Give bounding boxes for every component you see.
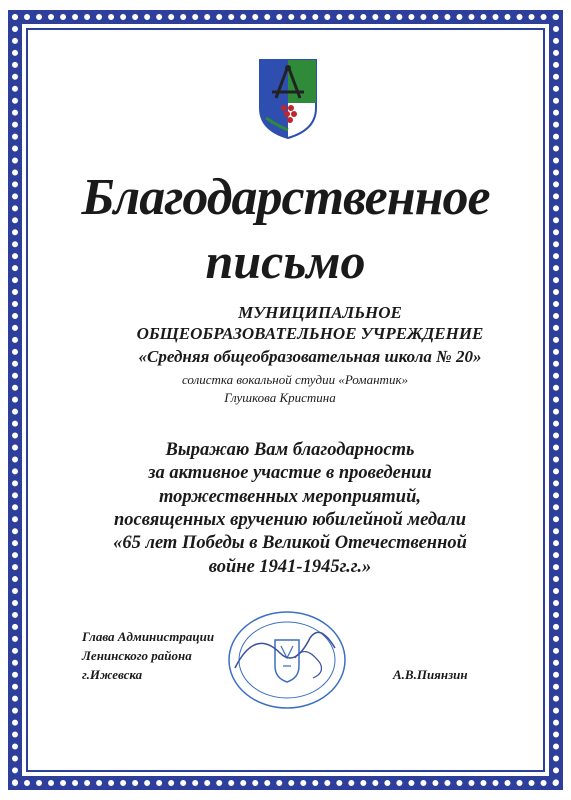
document-title: Благодарственное bbox=[81, 169, 490, 226]
official-stamp-icon bbox=[225, 608, 350, 713]
signer-position: Ленинского района bbox=[82, 648, 192, 663]
organization-line-1: МУНИЦИПАЛЬНОЕ bbox=[238, 303, 402, 322]
message-line: Выражаю Вам благодарность bbox=[165, 440, 415, 460]
organization-line-2: ОБЩЕОБРАЗОВАТЕЛЬНОЕ УЧРЕЖДЕНИЕ bbox=[136, 324, 484, 343]
message-line: посвященных вручению юбилейной медали bbox=[113, 510, 467, 530]
coat-of-arms-icon bbox=[258, 58, 318, 140]
message-line: «65 лет Победы в Великой Отечественной bbox=[113, 533, 467, 553]
recipient-role: солистка вокальной студии «Романтик» bbox=[181, 372, 409, 387]
organization-line-3: «Средняя общеобразовательная школа № 20» bbox=[138, 347, 482, 366]
signer-position: Глава Администрации bbox=[82, 629, 215, 644]
recipient-name: Глушкова Кристина bbox=[224, 390, 336, 405]
signer-name: А.В.Пиянзин bbox=[393, 667, 468, 682]
signer-position: г.Ижевска bbox=[82, 667, 143, 682]
message-line: за активное участие в проведении bbox=[148, 463, 432, 483]
message-line: войне 1941-1945г.г.» bbox=[208, 557, 372, 577]
document-subtitle: письмо bbox=[205, 233, 366, 289]
message-line: торжественных мероприятий, bbox=[159, 487, 421, 507]
